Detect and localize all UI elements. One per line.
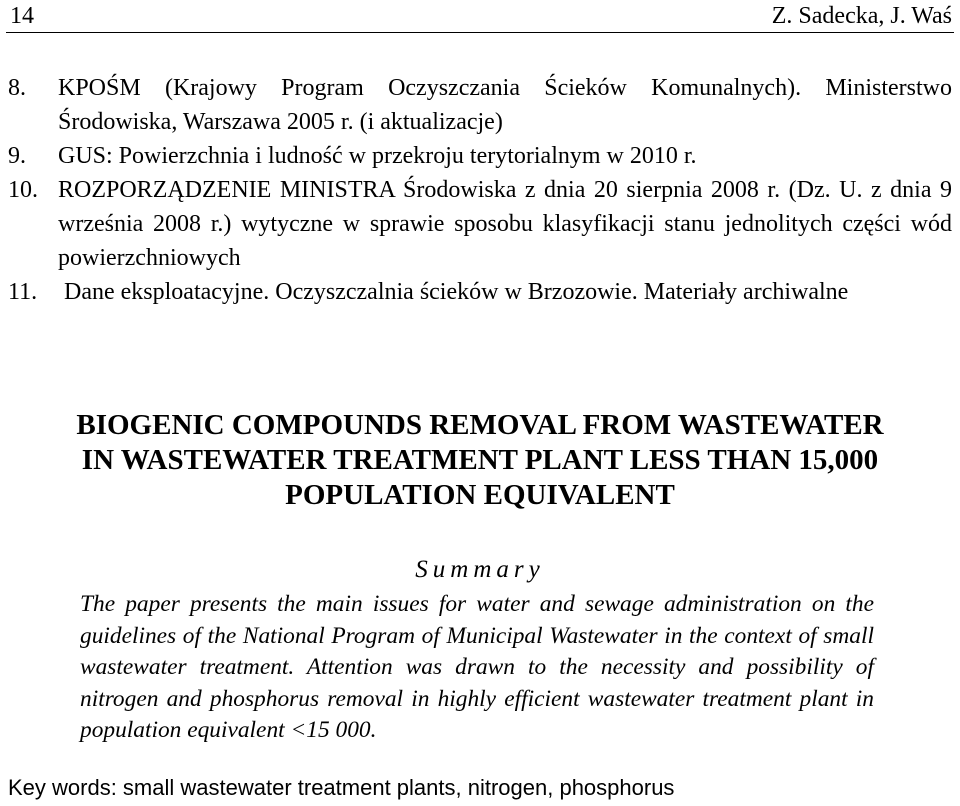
reference-number: 8. xyxy=(8,75,26,101)
summary-heading: Summary xyxy=(415,556,545,583)
summary-text: The paper presents the main issues for water and sewage administration on the guidelines of the National Program of Municipal Wastewater in the context of small wastewater treatment. Attention was drawn to the necessity and possibility of nitrogen and phosphorus removal in highly efficient wastewater treatment plant in population equivalent <15 000. xyxy=(80,591,874,744)
keywords: Key words: small wastewater treatment plants, nitrogen, phosphorus xyxy=(8,775,675,800)
reference-number: 10. xyxy=(8,177,38,203)
page-number: 14 xyxy=(10,3,34,29)
reference-item xyxy=(8,71,952,139)
reference-text: KPOŚM (Krajowy Program Oczyszczania Ścieków Komunalnych). Ministerstwo Środowiska, Warszawa 2005 r. (i aktualizacje) xyxy=(58,75,952,135)
running-head-authors: Z. Sadecka, J. Waś xyxy=(771,3,952,29)
reference-text: ROZPORZĄDZENIE MINISTRA Środowiska z dnia 20 sierpnia 2008 r. (Dz. U. z dnia 9 września 2008 r.) wytyczne w sprawie sposobu klasyfikacji stanu jednolitych części wód powierzchniowych xyxy=(58,177,952,271)
reference-item xyxy=(8,275,952,309)
reference-item xyxy=(8,139,952,173)
title-line: IN WASTEWATER TREATMENT PLANT LESS THAN 15,000 xyxy=(81,444,879,476)
title-line: POPULATION EQUIVALENT xyxy=(285,479,675,511)
article-title xyxy=(0,408,960,513)
reference-number: 9. xyxy=(8,143,26,169)
reference-text: GUS: Powierzchnia i ludność w przekroju terytorialnym w 2010 r. xyxy=(58,143,697,169)
reference-list xyxy=(8,71,952,309)
page-header xyxy=(6,2,954,33)
reference-number: 11. xyxy=(8,279,38,305)
reference-item xyxy=(8,173,952,275)
reference-text: Dane eksploatacyjne. Oczyszczalnia ścieków w Brzozowie. Materiały archiwalne xyxy=(64,279,849,305)
title-line: BIOGENIC COMPOUNDS REMOVAL FROM WASTEWATER xyxy=(76,409,884,441)
